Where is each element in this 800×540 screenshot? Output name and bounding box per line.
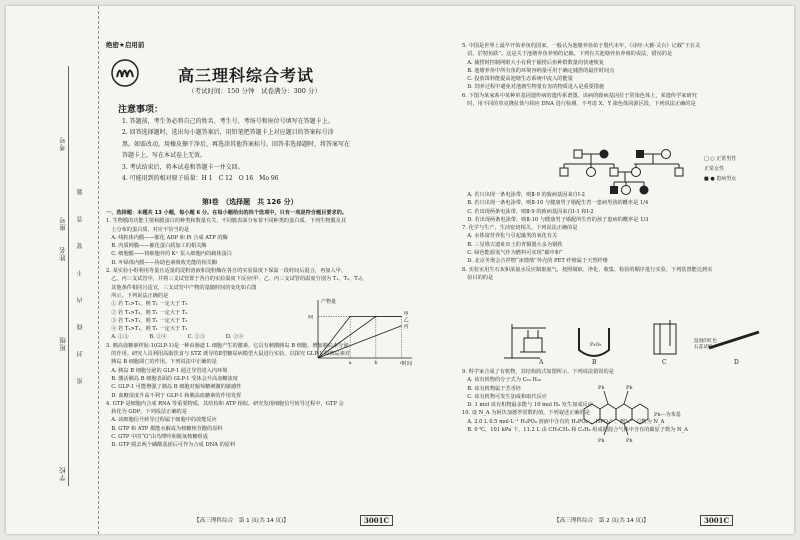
secret-mark: 绝密★启用前 <box>106 41 145 49</box>
question-line: C. 投放饵料能提高池塘生态系统中流入的能量 <box>462 76 573 83</box>
question-line: A. ①③ B. ①④ C. ②③ D. ②④ <box>106 334 244 341</box>
series-label-2: 丙 <box>403 323 409 330</box>
seat-label: 座号 <box>59 216 67 231</box>
section-heading: 第Ⅰ卷 （选择题 共 126 分） <box>202 198 298 206</box>
question-line: B. 三星堆古遗址出土的青铜器大多为钢铁 <box>462 241 563 248</box>
svg-text:A: A <box>539 359 544 364</box>
question-line: A. 该有机物的分子式为 C₃₀ H₂₀ <box>462 377 542 384</box>
question-line: ③ 若 T₂>T₁，则 T₁ 一定大于 T₃ <box>106 317 188 324</box>
paper-code: 3001C <box>360 515 393 526</box>
note-item: 答题卡上，写在本试卷上无效。 <box>122 152 207 160</box>
lab-apparatus-figure <box>484 318 764 364</box>
question-line: C. GTP 中的“G”由鸟嘌呤和脱氧核糖组成 <box>106 434 208 441</box>
svg-text:P₂O₅: P₂O₅ <box>590 342 602 348</box>
question-line: 时，用不同的单克隆抗体与相应 DNA 进行检测，不考虑 X、Y 染色体同源区段，下列说法正确的是 <box>462 101 696 108</box>
binding-line <box>68 66 69 486</box>
x-axis-label: 时间 <box>402 361 413 366</box>
question-line: 9. 科学家合成了有机物，其结构简式如图所示。下列说法错误的是 <box>462 369 614 375</box>
question-line: D. 1 mol 该有机物最多能与 10 mol H₂ 发生加成反应 <box>462 402 593 409</box>
svg-text:B: B <box>592 359 597 364</box>
footer-left: 【高三理科综合 第 1 页(共 14 页)】 <box>194 518 289 524</box>
exam-logo-icon <box>110 58 140 88</box>
question-line: 验目的的是 <box>462 274 494 281</box>
series-label-0: 甲 <box>403 311 409 318</box>
series-line-1 <box>318 316 402 358</box>
question-line: 沼，於牣鱼跃”。这是关于池塘养鱼养殖的记载。下列有关池塘养鱼养殖的说法，错误的是 <box>462 51 673 58</box>
svg-text:Ph: Ph <box>626 438 633 443</box>
exam-no-label: 考号 <box>59 136 67 151</box>
question-line: A. 水体富营养化与引起藻类的氧化有关 <box>462 233 558 240</box>
footer-right: 【高三理科综合 第 2 页(共 14 页)】 <box>554 518 649 524</box>
exam-subtitle: （考试时间：150 分钟 试卷满分：300 分） <box>188 87 321 95</box>
question-line: C. 细胞膜——将细胞外的 K⁺ 泵入细胞内的载体蛋白 <box>106 251 232 258</box>
svg-text:Ph—为苯基: Ph—为苯基 <box>654 412 681 418</box>
question-line: C. GLP-1 可能增强了胰岛 B 细胞对葡萄糖刺激的敏感性 <box>106 384 242 391</box>
question-line: D. 若出现两条电泳带，则Ⅱ-10 与健康男子婚配所生育的孩子患病的概率是 1/3 <box>462 216 649 223</box>
question-line: D. GTP 脱去两个磷酸基团后可作为合成 DNA 的原料 <box>106 442 236 449</box>
svg-text:Ph: Ph <box>598 438 605 443</box>
question-line: ① 若 T₁>T₂，则 T₁ 一定大于 T₃ <box>106 301 188 308</box>
legend-normal-male: □ ○ 正常男性 <box>704 156 737 162</box>
question-line: 转化为 GDP，下列说法正确的是 <box>106 409 187 416</box>
pedigree-legend <box>704 154 736 184</box>
question-line: 胰岛 B 细胞凋亡的作用。下列说法中正确的是 <box>106 359 217 366</box>
question-block-right-2 <box>462 191 788 282</box>
x-tick-2: c <box>400 360 403 366</box>
question-line: B. 0 ℃，101 kPa 下，11.2 L 由 CH₃CH₃ 和 C₂H₄ 组成的混合气体中含有的碳原子数为 N_A <box>462 427 688 434</box>
legend-normal-female: 正常女性 <box>704 166 725 172</box>
y-mark-label: M <box>308 314 314 321</box>
question-line: 8. 实验室用生石灰和浓氨水反应制取氨气，按照制取、净化、收集、检验的顺序进行实验。下列装置能达到实 <box>462 266 713 273</box>
question-line: 上分布的蛋白质，对应不恰当的是 <box>106 226 190 233</box>
note-item: 2. 回答选择题时，选出每小题答案后，用铅笔把答题卡上对应题目的答案标号涂 <box>122 129 334 137</box>
question-line: C. 若出现两条电泳带，则Ⅱ-9 的致病基因来自Ⅰ-1 和Ⅰ-2 <box>462 208 594 215</box>
svg-text:D: D <box>734 359 739 364</box>
question-line: A. 线粒体内膜——催化 ADP 和 Pi 合成 ATP 的酶 <box>106 234 228 241</box>
series-line-0 <box>318 316 402 358</box>
notes-list <box>122 116 432 184</box>
question-line: B. 若只出现一条电泳带，则Ⅱ-10 与健康男子婚配生育一患病男孩的概率是 1/4 <box>462 200 649 207</box>
paper-code-right: 3001C <box>700 515 733 526</box>
note-item: 3. 考试结束后，将本试卷和答题卡一并交回。 <box>122 163 244 171</box>
molecule-structure <box>554 379 684 443</box>
question-line: 4. GTP 是细胞内合成 RNA 等重要物质，其结构和 ATP 相似。研究发现细胞信号转导过程中，GTP 会 <box>106 400 344 407</box>
question-line: 的作用。研究人员利用高脂饮食与 STZ 诱导的Ⅱ型糖尿病模型大鼠进行实验，以探究 GLP-1 和胰岛素对 <box>106 351 351 358</box>
question-line: 2. 某实验小组利用等量且适量的淀粉溶液和淀粉酶在各自的实验温度下保温一段时间后混合，再加入甲、 <box>106 268 347 275</box>
question-block-right <box>462 42 788 108</box>
question-line: ④ 若 T₃>T₁，则 T₁ 一定大于 T₂ <box>106 326 188 333</box>
question-line: 1. 生物膜的功能主要和膜蛋白的种类和数量有关，不同膜表面分布着不同种类的蛋白质。下列生物膜及其 <box>106 218 347 225</box>
x-tick-1: b <box>374 360 378 366</box>
exam-title: 高三理科综合考试 <box>178 66 315 85</box>
question-line: 6. 下图为某家系中某种单基因遗传病的遗传系谱图。该病的致病基因位于常染色体上，某遗传学家研究 <box>462 92 697 99</box>
question-line: 所示。下列说法正确的是 <box>106 292 169 299</box>
product-time-chart <box>306 296 416 366</box>
svg-text:Ph: Ph <box>626 385 633 391</box>
question-line: A. 2.0 L 0.5 mol·L⁻¹ H₃PO₄ 溶液中含有的 H₂PO₄⁻、HPO₄²⁻、PO₄³⁻ 总数为 N_A <box>462 418 665 425</box>
binding-margin <box>6 6 99 534</box>
name-label: 姓名 <box>59 246 67 261</box>
question-line: D. 饲养过程中避免对池塘生物量有害的物质进入是重要措施 <box>462 84 605 91</box>
note-item: 1. 答题前，考生务必将自己的姓名、考生号、考场号和座位号填写在答题卡上。 <box>122 118 334 125</box>
notes-heading: 注意事项： <box>118 105 164 115</box>
question-line: 7. 化学与生产、生活密切相关。下列说法正确的是 <box>462 225 578 232</box>
question-line: 3. 胰高血糖素样肽-1(GLP-1)是一种由肠道 L 细胞产生的激素，它具有刺激胰岛 B 细胞、增加胰岛素分泌 <box>106 342 349 349</box>
x-tick-0: a <box>348 360 352 366</box>
question-line: 其他条件相同且适宜，三支试管中产物的量随时间的变化如右图 <box>106 284 257 291</box>
question-line: A. 胰岛 B 细胞分泌的 GLP-1 通过导管进入内环境 <box>106 367 228 374</box>
svg-text:Ph: Ph <box>598 385 605 391</box>
question-line: D. 北京冬奥会吉祥物“冰墩墩”外壳的 PET 纤维属于天然纤维 <box>462 258 608 265</box>
note-item: 黑。如需改动，用橡皮擦干净后，再选涂其他答案标号。回答非选择题时，将答案写在 <box>122 140 351 148</box>
seal-warning: 密 封 线 内 不 要 答 题 <box>77 186 84 384</box>
question-line: 5. 中国是世界上最早开始养鱼的国家，一般认为池塘养鱼始于殷代末年，《诗经·大雅·灵台》记载“王在灵 <box>462 43 701 49</box>
school-label: 学校 <box>59 466 67 481</box>
question-line: C. 绿色能源氢气作为燃料可实现“碳中和” <box>462 250 563 257</box>
y-axis-label: 产物量 <box>321 299 337 305</box>
question-line: D. 叶绿体内膜——协助色素吸收光能的相关酶 <box>106 259 218 266</box>
litmus-note: 湿润的红色 石蕊试纸 <box>694 339 717 350</box>
section-instruction: 一、选择题：本题共 13 小题，每小题 6 分。在每小题给出的四个选项中，只有一项是符合题目要求的。 <box>106 210 348 216</box>
legend-ill: ■ ● 患病男女 <box>704 176 737 182</box>
question-line: B. 池塘养鱼中所有鱼的环境容纳量可用于确定捕捞的最佳时间点 <box>462 67 615 74</box>
note-item: 4. 可能用到的相对原子质量：H 1 C 12 O 16 Mo 96 <box>122 175 279 183</box>
exam-sheet <box>6 6 794 534</box>
question-line: 乙、丙三支试管中，并将三支试管置于各自的实验温度下反应(甲、乙、丙三支试管的温度分别为 T₁、T₂、T₃)， <box>106 276 367 283</box>
question-line: A. 捕捞时控制网眼大小有利于捕捞后鱼种群数量的快速恢复 <box>462 59 604 66</box>
question-line: A. 若只出现一条电泳带，则Ⅱ-9 的致病基因来自Ⅰ-2 <box>462 192 585 198</box>
question-line: B. 该有机物属于芳香烃 <box>462 385 521 392</box>
question-line: B. GTP 和 ATP 都能水解成为核糖核苷酸的原料 <box>106 425 223 432</box>
question-line: D. 血糖浓度升高不利于 GLP-1 和胰高血糖素的作用发挥 <box>106 392 242 399</box>
class-label: 班级 <box>59 336 67 351</box>
svg-text:C: C <box>662 359 667 364</box>
question-line: C. 该有机物可发生加成和取代反应 <box>462 393 547 400</box>
question-line: A. 该细胞信号转导过程属于细胞中的放能反应 <box>106 417 217 424</box>
question-line: 10. 设 N_A 为阿伏加德罗常数的值。下列叙述正确的是 <box>462 410 590 417</box>
series-label-1: 乙 <box>403 317 409 324</box>
question-line: B. 内质网膜——催化蛋白质加工的相关酶 <box>106 243 207 250</box>
question-line: ② 若 T₂>T₃，则 T₁ 一定大于 T₂ <box>106 309 188 316</box>
question-line: B. 激活胰岛 B 细胞表面的 GLP-1 受体会升高血糖浓度 <box>106 375 238 382</box>
